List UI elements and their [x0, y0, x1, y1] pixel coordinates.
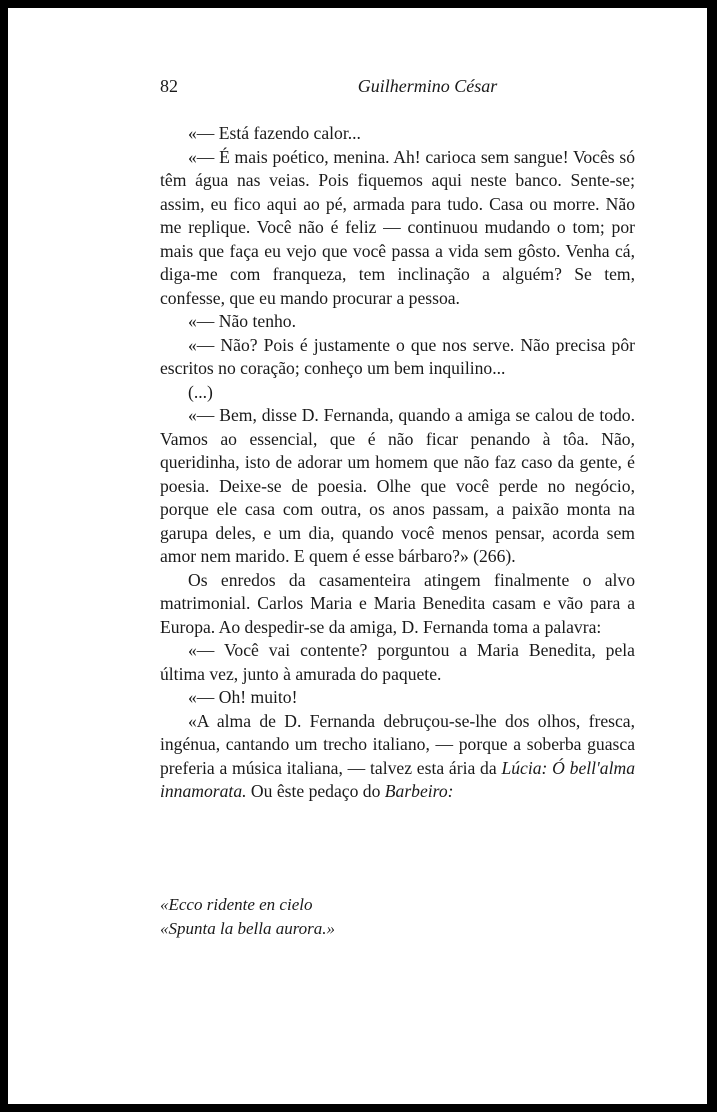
page-header	[160, 76, 635, 102]
paragraph-text: Ou êste pedaço do	[246, 781, 385, 801]
italic-title: Barbeiro:	[384, 781, 454, 801]
page-number: 82	[160, 76, 178, 96]
paragraph: «— Você vai contente? porguntou a Maria Benedita, pela última vez, junto à amurada do paquete.	[160, 640, 635, 684]
ellipsis-paragraph: (...)	[188, 381, 213, 402]
verse-line: «Spunta la bella aurora.»	[160, 918, 336, 938]
body-text	[160, 122, 635, 804]
verse-line: «Ecco ridente en cielo	[160, 895, 313, 914]
paragraph: «— Está fazendo calor...	[188, 123, 361, 143]
paragraph: «— Não? Pois é justamente o que nos serve. Não precisa pôr escritos no coração; conheço um bem inquilino...	[160, 334, 635, 378]
paragraph-text: «A alma de D. Fernanda debruçou-se-lhe dos olhos, fresca, ingénua, cantando um trecho italiano, — porque a soberba guasca preferia a música italiana, — talvez esta ária da	[160, 710, 635, 778]
paragraph: «— Bem, disse D. Fernanda, quando a amiga se calou de todo. Vamos ao essencial, que é não ficar penando à tôa. Não, queridinha, isto de adorar um homem que não faz caso da gente, é poesia. Deixe-se de poesia. Olhe que você perde no negócio, porque ele casa com outra, os anos passam, a paixão monta na garupa deles, e um dia, quando você menos pensar, acorda sem amor nem marido. E quem é esse bárbaro?» (266).	[160, 405, 635, 566]
running-title: Guilhermino César	[357, 76, 498, 96]
book-page	[8, 8, 707, 1104]
paragraph: «— Oh! muito!	[188, 687, 298, 707]
verse-quote	[160, 893, 635, 940]
paragraph-last	[160, 710, 635, 804]
paragraph: «— É mais poético, menina. Ah! carioca sem sangue! Vocês só têm água nas veias. Pois fiquemos aqui neste banco. Sente-se; assim, eu fico aqui ao pé, armada para tudo. Casa ou morre. Não me replique. Você não é feliz — continuou mudando o tom; por mais que faça eu vejo que você passa a vida sem gôsto. Venha cá, diga-me com franqueza, tem inclinação a alguém? Se tem, confesse, que eu mando procurar a pessoa.	[160, 146, 635, 308]
italic-title: Lúcia: Ó bell'alma innamorata.	[160, 757, 635, 801]
paragraph: «— Não tenho.	[188, 311, 296, 331]
paragraph: Os enredos da casamenteira atingem finalmente o alvo matrimonial. Carlos Maria e Maria Benedita casam e vão para a Europa. Ao despedir-se da amiga, D. Fernanda toma a palavra:	[160, 569, 635, 637]
